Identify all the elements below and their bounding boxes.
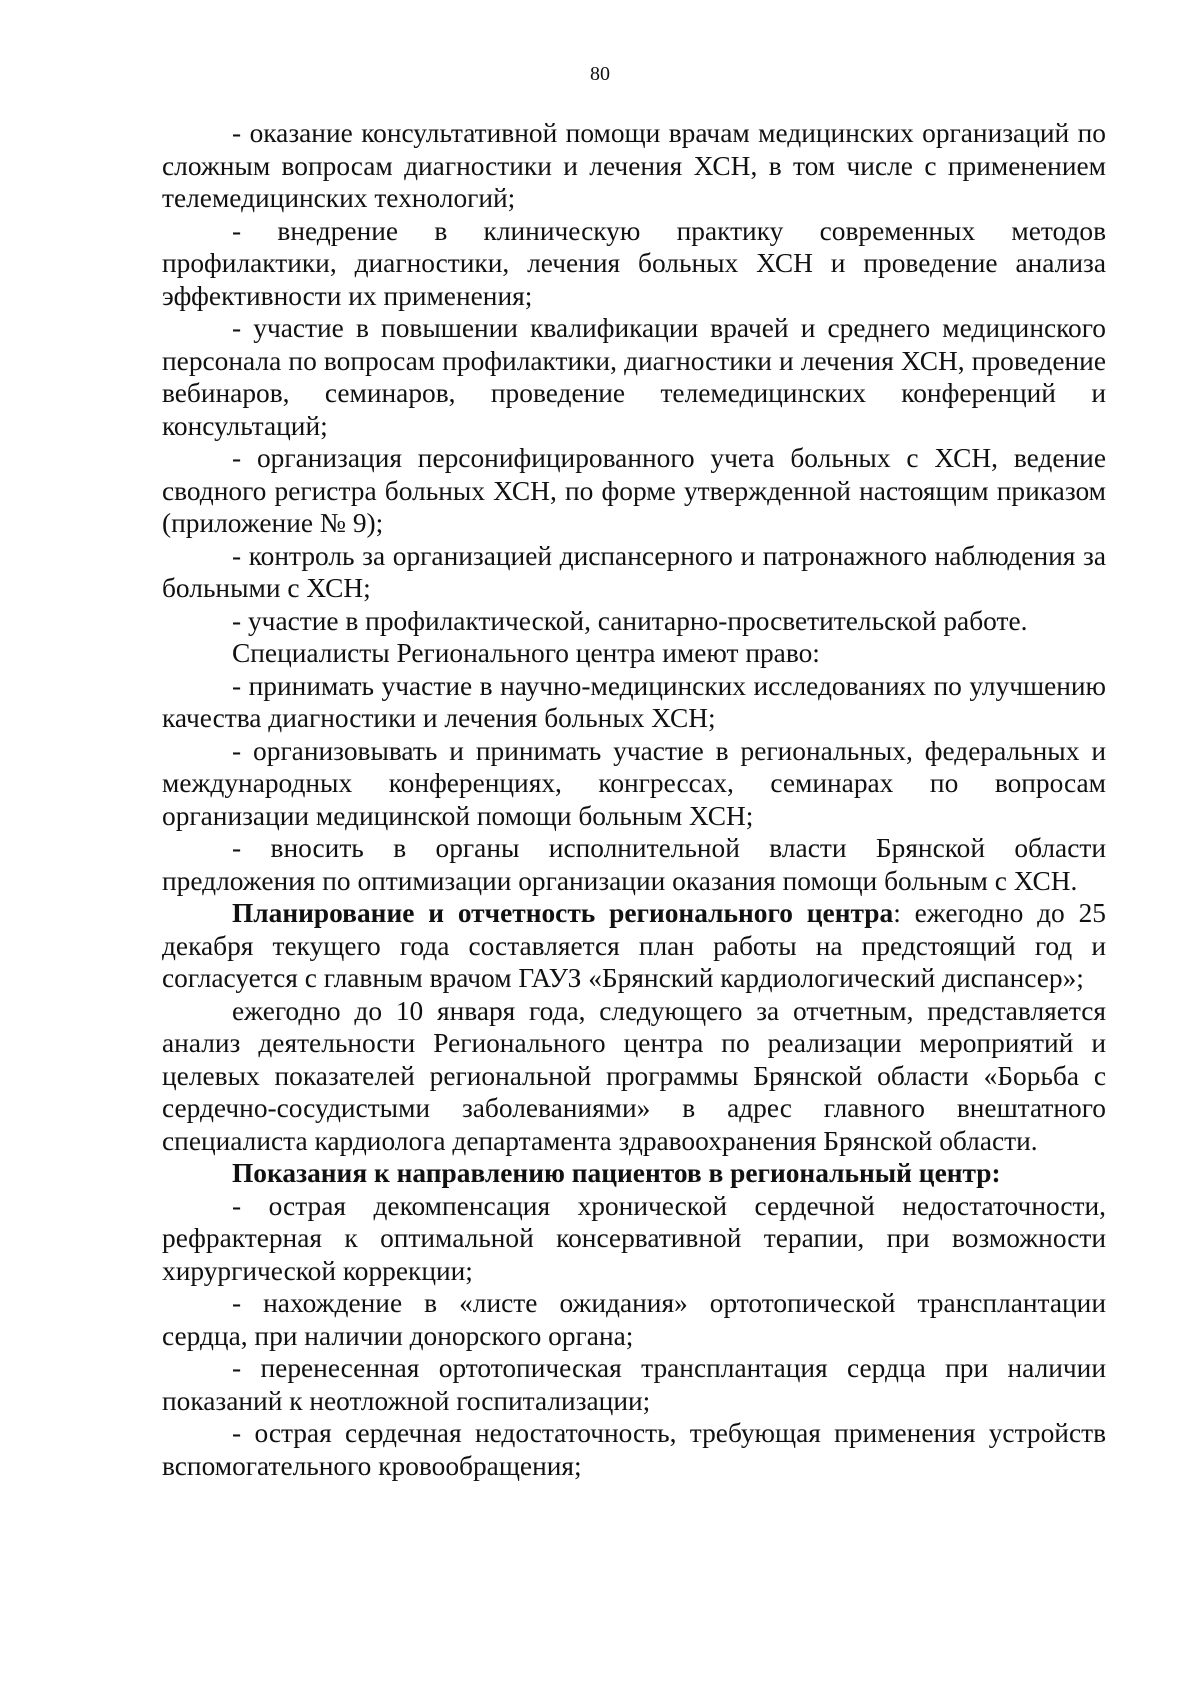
referral-indications-heading: Показания к направлению пациентов в региональный центр:: [232, 1158, 1001, 1188]
document-body: [162, 117, 1106, 1482]
page-number: 80: [590, 63, 610, 85]
paragraph-control: - контроль за организацией диспансерного и патронажного наблюдения за больными с ХСН;: [162, 540, 1106, 603]
paragraph-specialists-rights: Специалисты Регионального центра имеют право:: [232, 638, 820, 668]
paragraph-implementation: - внедрение в клиническую практику современных методов профилактики, диагностики, лечения больных ХСН и проведение анализа эффективности их применения;: [162, 215, 1106, 311]
paragraph-research: - принимать участие в научно-медицинских исследованиях по улучшению качества диагностики и лечения больных ХСН;: [162, 670, 1106, 733]
planning-heading: Планирование и отчетность регионального центра: [232, 898, 894, 928]
planning-text: : ежегодно до 25 декабря текущего года составляется план работы на предстоящий год и согласуется с главным врачом ГАУЗ «Брянский кардиологический диспансер»;: [162, 898, 1106, 993]
paragraph-proposals: - вносить в органы исполнительной власти Брянской области предложения по оптимизации организации оказания помощи больным с ХСН.: [162, 833, 1106, 896]
paragraph-prevention-work: - участие в профилактической, санитарно-просветительской работе.: [232, 605, 1028, 636]
paragraph-indication-decompensation: - острая декомпенсация хронической сердечной недостаточности, рефрактерная к оптимальной консервативной терапии, при возможности хирургической коррекции;: [162, 1190, 1106, 1286]
paragraph-annual-report: ежегодно до 10 января года, следующего за отчетным, представляется анализ деятельности Регионального центра по реализации мероприятий и целевых показателей региональной программы Брянской области «Борьба с сердечно-сосудистыми заболеваниями» в адрес главного внештатного специалиста кардиолога департамента здравоохранения Брянской области.: [162, 995, 1106, 1156]
paragraph-consulting: - оказание консультативной помощи врачам медицинских организаций по сложным вопросам диагностики и лечения ХСН, в том числе с применением телемедицинских технологий;: [162, 118, 1106, 213]
paragraph-planning: [162, 897, 1106, 995]
paragraph-conferences: - организовывать и принимать участие в региональных, федеральных и международных конференциях, конгрессах, семинарах по вопросам организации медицинской помощи больным ХСН;: [162, 735, 1106, 831]
paragraph-training: - участие в повышении квалификации врачей и среднего медицинского персонала по вопросам профилактики, диагностики и лечения ХСН, проведение вебинаров, семинаров, проведение телемедицинских конференций и консультаций;: [162, 313, 1106, 441]
paragraph-indication-circulatory-support: - острая сердечная недостаточность, требующая применения устройств вспомогательного кровообращения;: [162, 1418, 1106, 1481]
paragraph-registry: - организация персонифицированного учета больных с ХСН, ведение сводного регистра больных ХСН, по форме утвержденной настоящим приказом (приложение № 9);: [162, 443, 1106, 538]
paragraph-indication-transplant: - перенесенная ортотопическая трансплантация сердца при наличии показаний к неотложной госпитализации;: [162, 1353, 1106, 1416]
paragraph-indication-waiting-list: - нахождение в «листе ожидания» ортотопической трансплантации сердца, при наличии донорского органа;: [162, 1288, 1106, 1351]
